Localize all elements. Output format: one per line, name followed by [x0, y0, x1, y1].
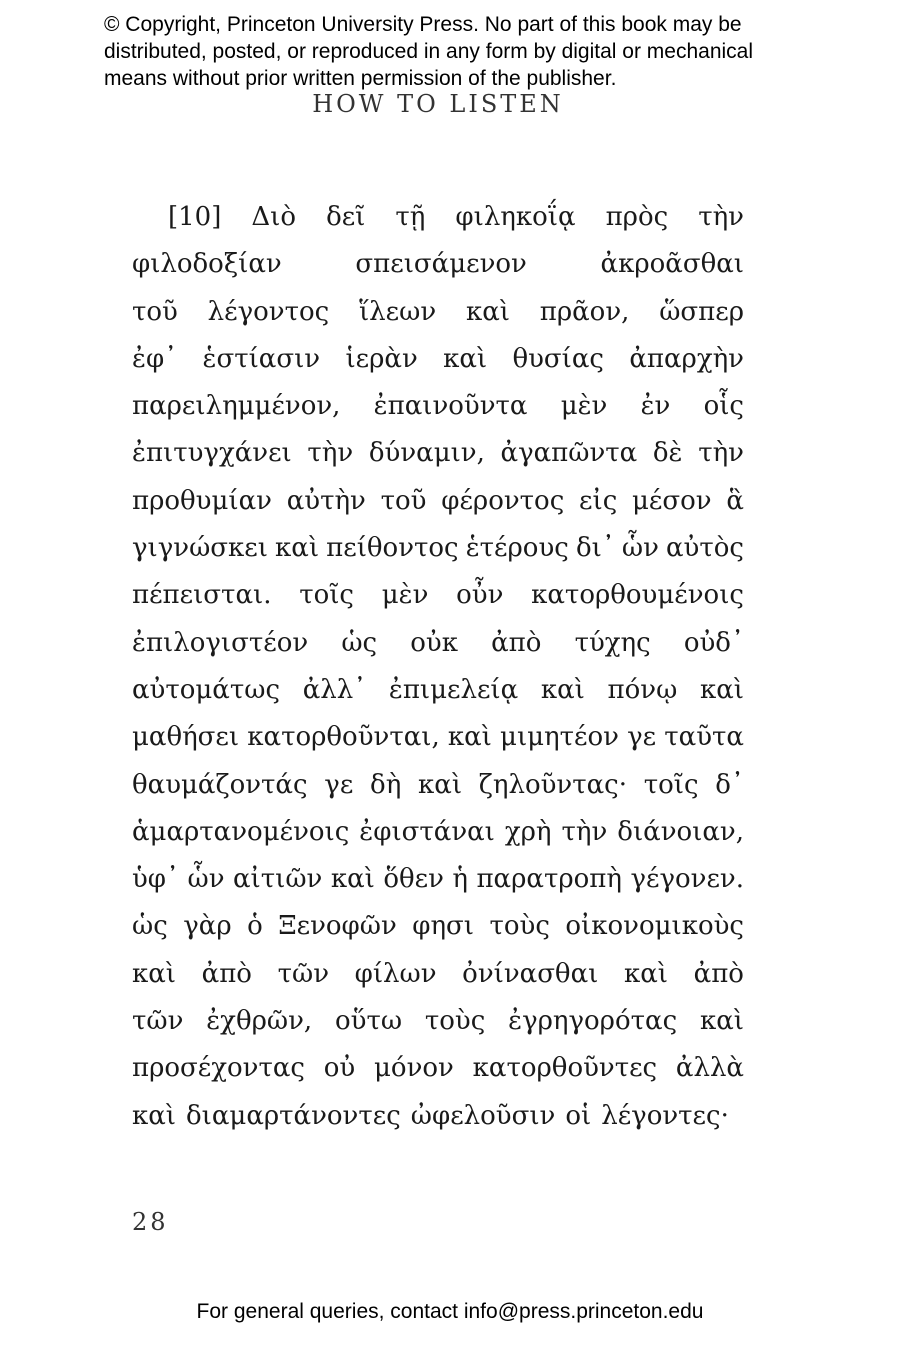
- page-number: 28: [132, 1208, 169, 1236]
- text-word: καὶ: [418, 769, 463, 800]
- text-word: ἑτέρους: [465, 533, 569, 564]
- text-word: πόνῳ: [607, 674, 678, 705]
- text-word: δι᾽: [575, 533, 615, 564]
- text-word: ἀπὸ: [491, 627, 542, 658]
- text-word: Διὸ: [251, 202, 297, 232]
- text-word: ἀγαπῶντα: [500, 438, 638, 469]
- text-line: [132, 1093, 744, 1140]
- text-word: ὧν: [187, 864, 225, 895]
- text-word: ὀνίνασθαι: [462, 958, 599, 989]
- text-line: [132, 667, 744, 714]
- text-line: [132, 903, 744, 950]
- text-word: ὑφ᾽: [132, 864, 180, 895]
- text-word: καὶ: [699, 674, 744, 705]
- text-word: τῶν: [277, 958, 329, 989]
- text-word: καὶ: [132, 1100, 177, 1131]
- copyright-line: © Copyright, Princeton University Press. No part of this book may be: [104, 13, 742, 36]
- text-word: ὁ: [247, 911, 263, 942]
- text-word: οἰκονομικοὺς: [565, 911, 744, 942]
- text-word: χρὴ: [504, 816, 552, 847]
- text-word: ἐπιμελείᾳ: [388, 674, 519, 705]
- text-word: φησι: [412, 911, 474, 942]
- text-word: ἀλλ᾽: [302, 674, 367, 705]
- text-word: μιμητέον: [500, 722, 619, 753]
- text-word: φιληκοΐᾳ: [455, 202, 576, 232]
- text-word: δεῖ: [326, 202, 366, 232]
- text-word: ἐπιτυγχάνει: [132, 438, 292, 469]
- text-word: ἐπιλογιστέον: [132, 627, 309, 658]
- text-word: ἀκροᾶσθαι: [600, 249, 744, 280]
- text-word: αὐτὸς: [666, 533, 744, 564]
- text-word: ἀλλὰ: [675, 1053, 744, 1084]
- running-head: HOW TO LISTEN: [312, 90, 564, 118]
- text-line: [132, 525, 744, 572]
- text-word: οὐκ: [410, 627, 458, 658]
- text-word: [10]: [168, 202, 222, 232]
- copyright-line: means without prior written permission of the publisher.: [104, 67, 617, 90]
- text-word: καὶ: [540, 674, 585, 705]
- text-word: παρατροπὴ: [476, 864, 622, 895]
- text-word: τοῦ: [380, 485, 427, 516]
- text-word: διαμαρτάνοντες: [186, 1100, 401, 1131]
- text-word: σπεισάμενον: [355, 249, 527, 280]
- text-word: γε: [324, 769, 354, 800]
- text-word: καὶ: [330, 864, 375, 895]
- text-line: [132, 809, 744, 856]
- text-line: [132, 714, 744, 761]
- text-word: οὐδ᾽: [683, 627, 744, 658]
- text-line: [132, 762, 744, 809]
- text-word: οὐ: [323, 1053, 356, 1084]
- text-word: αὐτομάτως: [132, 674, 281, 705]
- text-word: τοὺς: [489, 911, 550, 942]
- text-line: [132, 856, 744, 903]
- text-word: τὴν: [698, 438, 744, 469]
- text-word: δ᾽: [715, 769, 744, 800]
- text-word: μὲν: [560, 391, 608, 422]
- text-word: τοὺς: [424, 1006, 486, 1037]
- text-word: ἁμαρτανομένοις: [132, 816, 350, 847]
- text-word: πρᾶον,: [539, 296, 630, 327]
- text-word: κατορθουμένοις: [531, 580, 744, 611]
- text-word: γέγονεν.: [630, 864, 744, 895]
- text-word: παρειλημμένον,: [132, 391, 341, 422]
- text-word: θυσίας: [512, 343, 604, 374]
- text-word: φίλων: [354, 958, 437, 989]
- greek-text-block: [132, 194, 744, 1140]
- text-word: ταῦτα: [664, 722, 744, 753]
- text-line: [132, 998, 744, 1045]
- text-word: ὥσπερ: [659, 296, 744, 327]
- text-word: καὶ: [465, 296, 510, 327]
- text-word: ὡς: [341, 627, 378, 658]
- text-word: ὅθεν: [383, 864, 444, 895]
- text-word: ἐν: [640, 391, 671, 422]
- text-line: [132, 620, 744, 667]
- text-word: λέγοντες·: [601, 1100, 729, 1131]
- text-word: ὠφελοῦσιν: [410, 1100, 556, 1131]
- text-line: [132, 478, 744, 525]
- text-word: οὖν: [456, 580, 504, 611]
- text-word: τὴν: [698, 202, 744, 232]
- text-word: ἐγρηγορότας: [508, 1006, 678, 1037]
- text-word: ἑστίασιν: [202, 343, 321, 374]
- text-word: γὰρ: [183, 911, 232, 942]
- text-word: τὴν: [561, 816, 608, 847]
- text-word: τύχης: [574, 627, 651, 658]
- text-word: Ξενοφῶν: [278, 911, 397, 942]
- text-word: καὶ: [699, 1006, 744, 1037]
- text-word: δὲ: [652, 438, 683, 469]
- text-word: τῶν: [132, 1006, 184, 1037]
- text-word: κατορθοῦντες: [472, 1053, 658, 1084]
- text-word: ἐπαινοῦντα: [373, 391, 528, 422]
- text-line: [132, 383, 744, 430]
- text-word: ἐχθρῶν,: [206, 1006, 313, 1037]
- text-word: ἐφ᾽: [132, 343, 178, 374]
- text-word: πρὸς: [605, 202, 669, 232]
- text-word: ὡς: [132, 911, 168, 942]
- text-word: δὴ: [370, 769, 402, 800]
- text-line: [132, 336, 744, 383]
- text-word: διάνοιαν,: [617, 816, 744, 847]
- text-word: ὧν: [621, 533, 659, 564]
- text-word: ἀπὸ: [201, 958, 252, 989]
- text-line: [132, 1045, 744, 1092]
- text-line: [132, 572, 744, 619]
- text-line: [132, 194, 744, 241]
- text-word: φέροντος: [441, 485, 565, 516]
- text-word: δύναμιν,: [368, 438, 485, 469]
- text-word: ἡ: [452, 864, 468, 895]
- text-word: μέσον: [632, 485, 712, 516]
- text-word: μὲν: [381, 580, 429, 611]
- footer-contact: For general queries, contact info@press.princeton.edu: [196, 1300, 704, 1323]
- text-word: τοῦ: [132, 296, 178, 327]
- text-word: οὕτω: [335, 1006, 403, 1037]
- text-word: αὐτὴν: [286, 485, 366, 516]
- text-word: ἃ: [726, 485, 744, 516]
- text-word: ἵλεων: [358, 296, 437, 327]
- text-word: ἀπὸ: [693, 958, 744, 989]
- text-word: γιγνώσκει: [132, 533, 268, 564]
- text-word: καὶ: [132, 958, 177, 989]
- text-line: [132, 430, 744, 477]
- text-word: αἰτιῶν: [233, 864, 323, 895]
- copyright-line: distributed, posted, or reproduced in any form by digital or mechanical: [104, 40, 754, 63]
- text-word: τοῖς: [643, 769, 699, 800]
- text-word: τοῖς: [299, 580, 354, 611]
- text-word: καὶ: [443, 343, 488, 374]
- text-word: εἰς: [579, 485, 618, 516]
- text-word: ἱερὰν: [345, 343, 418, 374]
- text-word: προσέχοντας: [132, 1053, 305, 1084]
- text-word: καὶ: [275, 533, 320, 564]
- text-word: κατορθοῦνται,: [247, 722, 440, 753]
- text-word: μαθήσει: [132, 722, 240, 753]
- text-word: θαυμάζοντάς: [132, 769, 308, 800]
- copyright-notice: [104, 11, 864, 92]
- text-line: [132, 951, 744, 998]
- text-word: ἀπαρχὴν: [629, 343, 744, 374]
- text-line: [132, 289, 744, 336]
- text-word: καὶ: [447, 722, 492, 753]
- text-word: γε: [627, 722, 657, 753]
- text-word: προθυμίαν: [132, 485, 272, 516]
- text-word: τὴν: [307, 438, 354, 469]
- text-word: ἐφιστάναι: [359, 816, 495, 847]
- text-word: φιλοδοξίαν: [132, 249, 282, 280]
- text-word: τῇ: [395, 202, 426, 232]
- text-word: λέγοντος: [207, 296, 330, 327]
- text-word: οἱ: [565, 1100, 592, 1131]
- text-word: ζηλοῦντας·: [478, 769, 627, 800]
- text-word: καὶ: [623, 958, 668, 989]
- text-line: [132, 241, 744, 288]
- text-word: πέπεισται.: [132, 580, 272, 611]
- text-word: μόνον: [374, 1053, 454, 1084]
- text-word: πείθοντος: [326, 533, 459, 564]
- text-word: οἷς: [703, 391, 744, 422]
